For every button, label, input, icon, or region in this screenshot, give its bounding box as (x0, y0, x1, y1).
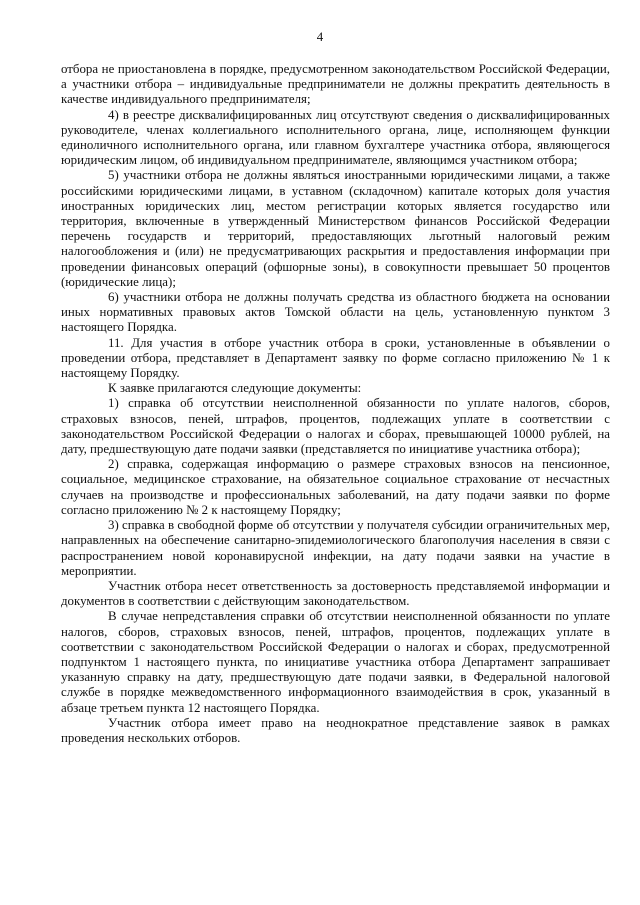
paragraph: 4) в реестре дисквалифицированных лиц отсутствуют сведения о дисквалифицированных руководителе, членах коллегиального исполнительного органа, лице, исполняющем функции единоличного исполнительного органа, или главном бухгалтере участника отбора, являющегося юридическим лицом, об индивидуальном предпринимателе, являющимся участником отбора; (61, 107, 610, 168)
paragraph: 11. Для участия в отборе участник отбора в сроки, установленные в объявлении о проведении отбора, представляет в Департамент заявку по форме согласно приложению № 1 к настоящему Порядку. (61, 335, 610, 381)
paragraph: 1) справка об отсутствии неисполненной обязанности по уплате налогов, сборов, страховых взносов, пеней, штрафов, процентов, подлежащих уплате в соответствии с законодательством Российской Федерации о налогах и сборах, превышающей 10000 рублей, на дату, предшествующую дате подачи заявки (представляется по инициативе участника отбора); (61, 396, 610, 457)
document-body (61, 62, 610, 746)
paragraph: В случае непредставления справки об отсутствии неисполненной обязанности по уплате налогов, сборов, страховых взносов, пеней, штрафов, процентов, подлежащих уплате в соответствии с законодательством Российской Федерации о налогах и сборах, предусмотренной подпунктом 1 настоящего пункта, по инициативе участника отбора Департамент запрашивает указанную справку на дату, предшествующую дате подачи заявки, в Федеральной налоговой службе в порядке межведомственного информационного взаимодействия в срок, указанный в абзаце третьем пункта 12 настоящего Порядка. (61, 609, 610, 715)
paragraph: 2) справка, содержащая информацию о размере страховых взносов на пенсионное, социальное, медицинское страхование, на обязательное социальное страхование от несчастных случаев на производстве и профессиональных заболеваний, на дату подачи заявки по форме согласно приложению № 2 к настоящему Порядку; (61, 457, 610, 517)
paragraph: 3) справка в свободной форме об отсутствии у получателя субсидии ограничительных мер, направленных на обеспечение санитарно-эпидемиологического благополучия населения в связи с распространением новой коронавирусной инфекции, на дату подачи заявки на участие в мероприятии. (61, 518, 610, 578)
paragraph: 6) участники отбора не должны получать средства из областного бюджета на основании иных нормативных правовых актов Томской области на цель, установленную пунктом 3 настоящего Порядка. (61, 290, 610, 335)
paragraph: отбора не приостановлена в порядке, предусмотренном законодательством Российской Федерации, а участники отбора – индивидуальные предприниматели не должны прекратить деятельность в качестве индивидуального предпринимателя; (61, 62, 610, 107)
page-number: 4 (316, 30, 324, 44)
paragraph: Участник отбора имеет право на неоднократное представление заявок в рамках проведения нескольких отборов. (61, 715, 610, 745)
paragraph: Участник отбора несет ответственность за достоверность представляемой информации и документов в соответствии с действующим законодательством. (61, 578, 610, 609)
paragraph: 5) участники отбора не должны являться иностранными юридическими лицами, а также российскими юридическими лицами, в уставном (складочном) капитале которых доля участия иностранных юридических лиц, местом регистрации которых является государство или территория, включенные в утвержденный Министерством финансов Российской Федерации перечень государств и территорий, предоставляющих льготный налоговый режим налогообложения и (или) не предусматривающих раскрытия и предоставления информации при проведении финансовых операций (офшорные зоны), в совокупности превышает 50 процентов (юридические лица); (61, 168, 610, 289)
paragraph: К заявке прилагаются следующие документы: (108, 381, 362, 396)
